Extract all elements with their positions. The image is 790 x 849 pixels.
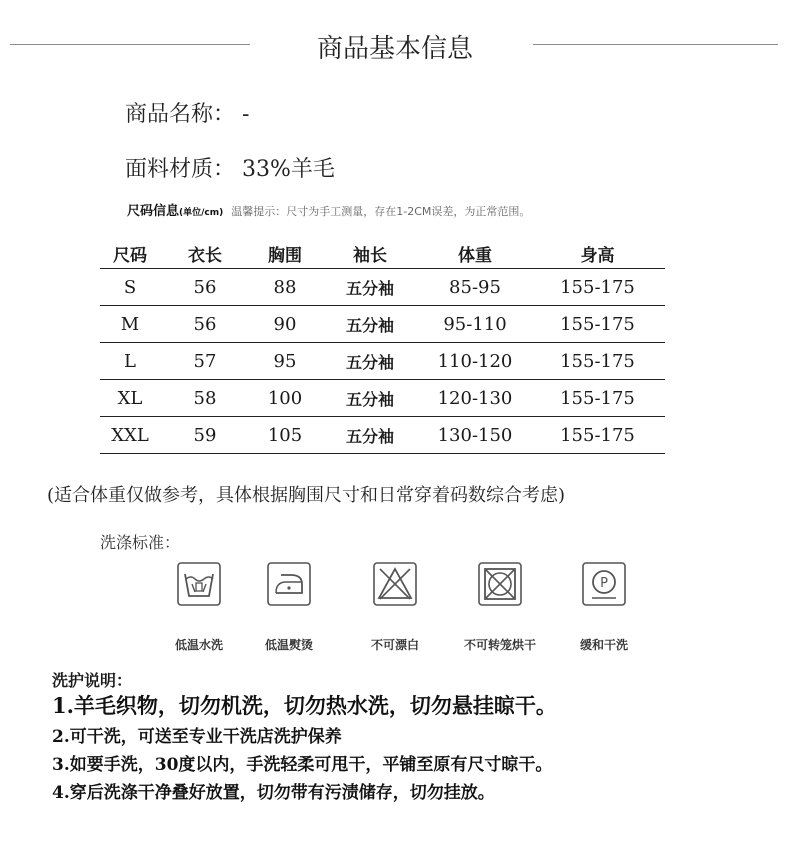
table-row [100,417,665,454]
cell-length: 56 [160,269,250,306]
cell-length: 59 [160,417,250,454]
cell-chest: 100 [250,380,320,417]
size-info-tip: 温馨提示：尺寸为手工测量，存在1-2CM误差，为正常范围。 [231,205,531,218]
cell-chest: 105 [250,417,320,454]
header-chest: 胸围 [250,238,320,269]
cell-height: 155-175 [530,417,665,454]
table-row [100,380,665,417]
care-line-1: 1.羊毛织物，切勿机洗，切勿热水洗，切勿悬挂晾干。 [52,693,557,718]
cell-height: 155-175 [530,306,665,343]
size-table-header-row [100,238,665,269]
header-size: 尺码 [100,238,160,269]
product-name-value: - [242,102,250,127]
cell-weight: 85-95 [420,269,530,306]
table-row [100,269,665,306]
cell-weight: 95-110 [420,306,530,343]
care-line-2: 2.可干洗，可送至专业干洗店洗护保养 [52,727,342,747]
cell-length: 58 [160,380,250,417]
size-note: (适合体重仅做参考，具体根据胸围尺寸和日常穿着码数综合考虑) [47,485,566,506]
cell-size: S [100,269,160,306]
no-tumble-dry-icon [478,562,522,606]
care-line-4: 4.穿后洗涤干净叠好放置，切勿带有污渍储存，切勿挂放。 [52,783,495,803]
low-temp-iron-icon [267,562,311,606]
care-title: 洗护说明： [52,671,133,690]
product-name-label: 商品名称： [125,102,236,127]
cell-weight: 130-150 [420,417,530,454]
no-bleach-icon [373,562,417,606]
gentle-dry-clean-icon [582,562,626,606]
header-sleeve: 袖长 [320,238,420,269]
header-height: 身高 [530,238,665,269]
cell-height: 155-175 [530,343,665,380]
cell-chest: 90 [250,306,320,343]
table-row [100,343,665,380]
header-length: 衣长 [160,238,250,269]
cell-sleeve: 五分袖 [320,417,420,454]
size-table [100,238,665,454]
cell-size: XL [100,380,160,417]
size-info-unit: (单位/cm) [179,208,224,218]
cell-length: 56 [160,306,250,343]
header-divider-left [10,44,250,45]
cell-sleeve: 五分袖 [320,269,420,306]
cell-height: 155-175 [530,269,665,306]
cell-chest: 95 [250,343,320,380]
no-bleach-label: 不可漂白 [370,638,419,652]
cell-size: L [100,343,160,380]
page-title: 商品基本信息 [316,34,473,64]
table-row [100,306,665,343]
cell-height: 155-175 [530,380,665,417]
size-info-header [127,200,530,219]
care-line-3: 3.如要手洗，30度以内，手洗轻柔可甩干，平铺至原有尺寸晾干。 [52,755,553,775]
cell-size: XXL [100,417,160,454]
cell-size: M [100,306,160,343]
material-row [125,152,335,183]
header-divider-right [533,44,778,45]
size-info-title: 尺码信息 [127,204,180,219]
cell-chest: 88 [250,269,320,306]
header-weight: 体重 [420,238,530,269]
cell-sleeve: 五分袖 [320,380,420,417]
material-value: 33%羊毛 [242,157,335,182]
gentle-dry-clean-label: 缓和干洗 [579,638,628,652]
wash-title: 洗涤标准： [100,533,181,552]
cell-sleeve: 五分袖 [320,343,420,380]
cell-weight: 120-130 [420,380,530,417]
material-label: 面料材质： [125,157,236,182]
cell-sleeve: 五分袖 [320,306,420,343]
low-temp-wash-icon [177,562,221,606]
cell-length: 57 [160,343,250,380]
cell-weight: 110-120 [420,343,530,380]
low-temp-iron-label: 低温熨烫 [264,638,313,652]
product-name-row [125,97,249,128]
dry-clean-letter: P [600,576,608,591]
low-temp-wash-label: 低温水洗 [174,638,223,652]
no-tumble-dry-label: 不可转笼烘干 [463,638,536,652]
